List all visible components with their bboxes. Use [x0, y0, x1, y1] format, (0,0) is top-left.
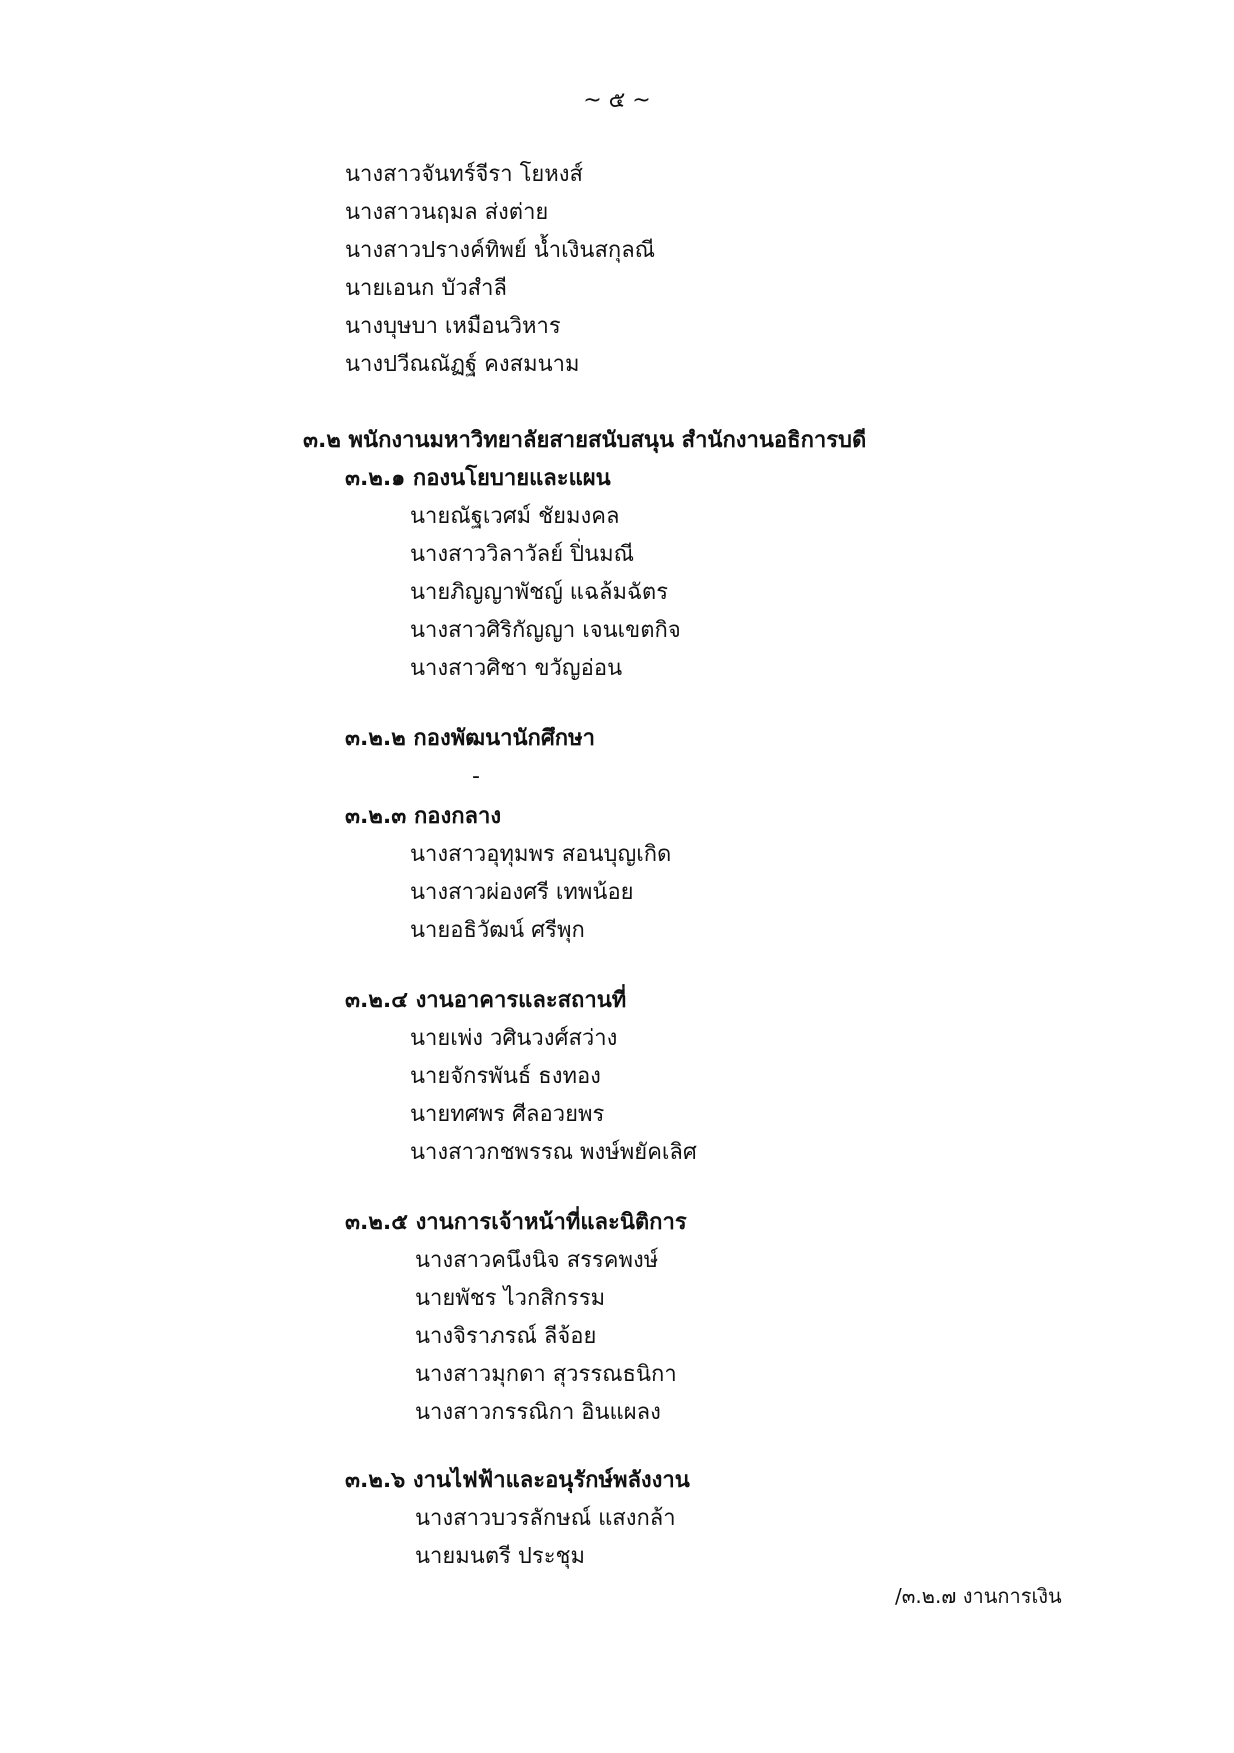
name-line: - — [472, 764, 480, 789]
name-line: นางสาวบวรลักษณ์ แสงกล้า — [415, 1506, 676, 1531]
name-line: นางบุษบา เหมือนวิหาร — [345, 314, 561, 339]
page-number: ~ ๕ ~ — [583, 88, 651, 113]
name-line: นางจิราภรณ์ ลีจ้อย — [415, 1324, 597, 1349]
subsection-heading: ๓.๒.๓ กองกลาง — [345, 804, 502, 829]
name-line: นางสาวคนึงนิจ สรรคพงษ์ — [415, 1248, 659, 1273]
name-line: นางสาวปรางค์ทิพย์ น้ำเงินสกุลณี — [345, 238, 656, 263]
subsection-heading: ๓.๒.๒ กองพัฒนานักศึกษา — [345, 726, 595, 751]
name-line: นางสาวศิริกัญญา เจนเขตกิจ — [410, 618, 681, 643]
name-line: นายเอนก บัวสำลี — [345, 276, 507, 301]
subsection-heading: ๓.๒.๕ งานการเจ้าหน้าที่และนิติการ — [345, 1210, 687, 1235]
name-line: นางสาวผ่องศรี เทพน้อย — [410, 880, 634, 905]
name-line: นายอธิวัฒน์ ศรีพุก — [410, 918, 585, 943]
name-line: นางสาวนฤมล ส่งต่าย — [345, 200, 549, 225]
name-line: นางสาวศิชา ขวัญอ่อน — [410, 656, 623, 681]
name-line: นางสาวอุทุมพร สอนบุญเกิด — [410, 842, 672, 867]
name-line: นางสาววิลาวัลย์ ปิ่นมณี — [410, 542, 635, 567]
name-line: นางสาวกรรณิกา อินแผลง — [415, 1400, 661, 1425]
name-line: นายมนตรี ประชุม — [415, 1544, 585, 1569]
name-line: นายทศพร ศีลอวยพร — [410, 1102, 605, 1127]
name-line: นายภิญญาพัชญ์ แฉล้มฉัตร — [410, 580, 669, 605]
name-line: นายจักรพันธ์ ธงทอง — [410, 1064, 601, 1089]
name-line: นายพัชร ไวกสิกรรม — [415, 1286, 606, 1311]
name-line: นางสาวมุกดา สุวรรณธนิกา — [415, 1362, 677, 1387]
subsection-heading: ๓.๒.๔ งานอาคารและสถานที่ — [345, 988, 627, 1013]
name-line: นายเพ่ง วศินวงศ์สว่าง — [410, 1026, 618, 1051]
name-line: นางสาวจันทร์จีรา โยหงส์ — [345, 162, 583, 187]
subsection-heading: ๓.๒.๑ กองนโยบายและแผน — [345, 466, 611, 491]
section-heading: ๓.๒ พนักงานมหาวิทยาลัยสายสนับสนุน สำนักงานอธิการบดี — [303, 428, 867, 453]
name-line: นายณัฐเวศม์ ชัยมงคล — [410, 504, 620, 529]
continuation-note: /๓.๒.๗ งานการเงิน — [895, 1584, 1062, 1608]
name-line: นางสาวกชพรรณ พงษ์พยัคเลิศ — [410, 1140, 697, 1165]
subsection-heading: ๓.๒.๖ งานไฟฟ้าและอนุรักษ์พลังงาน — [345, 1468, 690, 1493]
name-line: นางปวีณณัฏฐ์ คงสมนาม — [345, 352, 580, 377]
